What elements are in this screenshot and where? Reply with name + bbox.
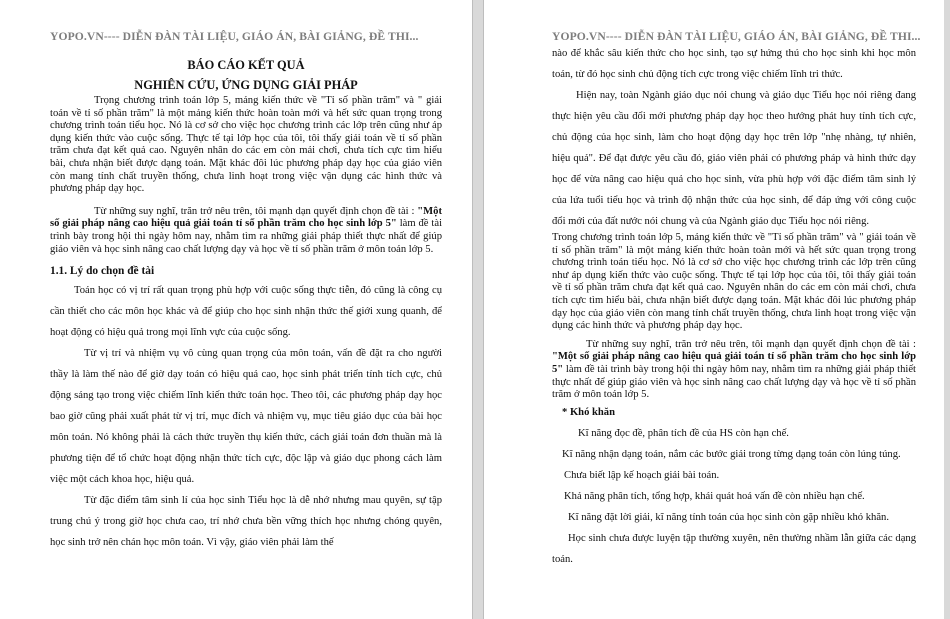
window-edge	[944, 0, 950, 619]
paragraph-reason-2: Từ vị trí và nhiệm vụ vô cùng quan trọng của môn toán, vấn đề đặt ra cho người thầy là làm thế nào để giờ dạy toán có hiệu quả cao, học sinh phát triển tính tích cực, chủ động sáng tạo trong việc chiếm lĩnh kiến thức toán học. Theo tôi, các phương pháp dạy học bao giờ cũng phải xuất phát từ vị trí, mục đích và nhiệm vụ, mục tiêu giáo dục của bài học môn toán. Nó không phải là cách thức truyền thụ kiến thức, cách giải toán đơn thuần mà là phương tiện để tổ chức hoạt động nhận thức tích cực, độc lập và giáo dục phong cách làm việc một cách khoa học, hiệu quả.	[50, 348, 442, 486]
difficulties-heading: * Khó khăn	[562, 406, 615, 418]
difficulty-item: Chưa biết lập kế hoạch giải bài toán.	[564, 469, 720, 481]
paragraph-continued: nào để khắc sâu kiến thức cho học sinh, tạo sự hứng thú cho học sinh khi học môn toán, từ đó học sinh chủ động tích cực trong việc chiếm lĩnh tri thức.	[552, 48, 916, 80]
section-heading: 1.1. Lý do chọn đề tài	[50, 265, 155, 278]
difficulty-item: Kĩ năng đọc đề, phân tích đề của HS còn hạn chế.	[578, 427, 789, 439]
page-header: YOPO.VN---- DIỄN ĐÀN TÀI LIỆU, GIÁO ÁN, BÀI GIẢNG, ĐỀ THI...	[552, 30, 921, 43]
document-page-left	[0, 0, 472, 619]
paragraph-intro: Trọng chương trình toán lớp 5, mảng kiến thức về "Tỉ số phần trăm" và " giải toán về tỉ số phần trăm" là một mảng kiến thức hoàn toàn mới và hết sức quan trọng trong chương trình toán tiểu học. Nó là cơ sở cho việc học chương trình các lớp trên cũng như áp dụng kiến thức vào cuộc sống. Thực tế tại lớp học của tôi, tôi thấy giải toán về tỉ số phần trăm chưa đạt kết quả cao. Nguyên nhân do các em còn mải chơi, chưa tích cực tìm hiểu bài, chưa nhận biết được dạng toán. Mặt khác đôi lúc phương pháp dạy học của giáo viên còn mang tính chất truyền thống, chưa linh hoạt trong việc vận dụng các hình thức và phương pháp dạy học.	[50, 95, 442, 195]
paragraph-topic: Từ những suy nghĩ, trăn trở nêu trên, tôi mạnh dạn quyết định chọn đề tài : "Một số giải pháp nâng cao hiệu quả giải toán tỉ số phần trăm cho học sinh lớp 5" làm đề tài trình bày trong hội thi ngày hôm nay, nhằm tìm ra những giải pháp thiết thực nhất để giúp giáo viên và học sinh nâng cao chất lượng dạy và học về tỉ số phần trăm ở môn toán lớp 5.	[552, 338, 916, 401]
paragraph-program: Trong chương trình toán lớp 5, mảng kiến thức về "Tỉ số phần trăm" và " giải toán về tỉ số phần trăm" là một mảng kiến thức hoàn toàn mới và hết sức quan trọng trong chương trình toán tiểu học. Nó là cơ sở cho việc học chương trình các lớp trên cũng như áp dụng kiến thức vào cuộc sống. Thực tế tại lớp học của tôi, tôi thấy giải toán về tỉ số phần trăm chưa đạt kết quả cao. Nguyên nhân do các em còn mải chơi, chưa tích cực tìm hiểu bài, chưa nhận biết được dạng toán. Mặt khác đôi lúc phương pháp dạy học của giáo viên còn mang tính chất truyền thống, chưa linh hoạt trong việc vận dụng các hình thức và phương pháp dạy học.	[552, 232, 916, 332]
report-title: BÁO CÁO KẾT QUẢ	[187, 58, 305, 72]
difficulty-item: Học sinh chưa được luyện tập thường xuyên, nên thường nhầm lẫn giữa các dạng toán.	[552, 532, 916, 565]
page-header: YOPO.VN---- DIỄN ĐÀN TÀI LIỆU, GIÁO ÁN, BÀI GIẢNG, ĐỀ THI...	[50, 30, 419, 43]
paragraph-reason-1: Toán học có vị trí rất quan trọng phù hợp với cuộc sống thực tiễn, đó cũng là công cụ cần thiết cho các môn học khác và để giúp cho học sinh nhận thức thế giới xung quanh, để hoạt động có hiệu quả trong mọi lĩnh vực của cuộc sống.	[50, 285, 442, 339]
paragraph-current-state: Hiện nay, toàn Ngành giáo dục nói chung và giáo dục Tiểu học nói riêng đang thực hiện yêu cầu đổi mới phương pháp dạy học theo hướng phát huy tính tích cực, chủ động của học sinh, làm cho hoạt động dạy học trên lớp "nhẹ nhàng, tự nhiên, hiệu quả". Để đạt được yêu cầu đó, giáo viên phải có phương pháp và hình thức dạy học để vừa nâng cao hiệu quả cho học sinh, vừa phù hợp với đặc điểm tâm sinh lý của lứa tuổi tiểu học và trình độ nhận thức của học sinh, để đáp ứng với công cuộc đổi mới của đất nước nói chung và của Ngành giáo dục Tiểu học nói riêng.	[552, 90, 916, 227]
topic-title: "Một số giải pháp nâng cao hiệu quả giải toán tỉ số phần trăm cho học sinh lớp 5"	[552, 351, 916, 375]
topic-title: "Một số giải pháp nâng cao hiệu quả giải toán tỉ số phần trăm cho học sinh lớp 5"	[50, 205, 442, 230]
difficulty-item: Kĩ năng đặt lời giải, kĩ năng tính toán của học sinh còn gặp nhiều khó khăn.	[568, 511, 889, 523]
document-page-right	[484, 0, 944, 619]
report-subtitle: NGHIÊN CỨU, ỨNG DỤNG GIẢI PHÁP	[134, 78, 358, 92]
difficulty-item: Kĩ năng nhận dạng toán, nắm các bước giải trong từng dạng toán còn lúng túng.	[562, 448, 901, 460]
difficulty-item: Khả năng phân tích, tổng hợp, khái quát hoá vấn đề còn nhiều hạn chế.	[564, 490, 865, 502]
page-gap	[472, 0, 484, 619]
paragraph-reason-3: Từ đặc điểm tâm sinh lí của học sinh Tiểu học là dễ nhớ nhưng mau quyên, sự tập trung chú ý trong giờ học chưa cao, trí nhớ chưa bền vững thích học nhưng chóng quyên, học sinh trở nên chán học môn toán. Vì vậy, giáo viên phải làm thế	[50, 495, 442, 549]
paragraph-topic: Từ những suy nghĩ, trăn trở nêu trên, tôi mạnh dạn quyết định chọn đề tài : "Một số giải pháp nâng cao hiệu quả giải toán tỉ số phần trăm cho học sinh lớp 5" làm đề tài trình bày trong hội thi ngày hôm nay, nhằm tìm ra những giải pháp thiết thực nhất để giúp giáo viên và học sinh nâng cao chất lượng dạy và học về tỉ số phần trăm ở môn toán lớp 5.	[50, 205, 443, 255]
